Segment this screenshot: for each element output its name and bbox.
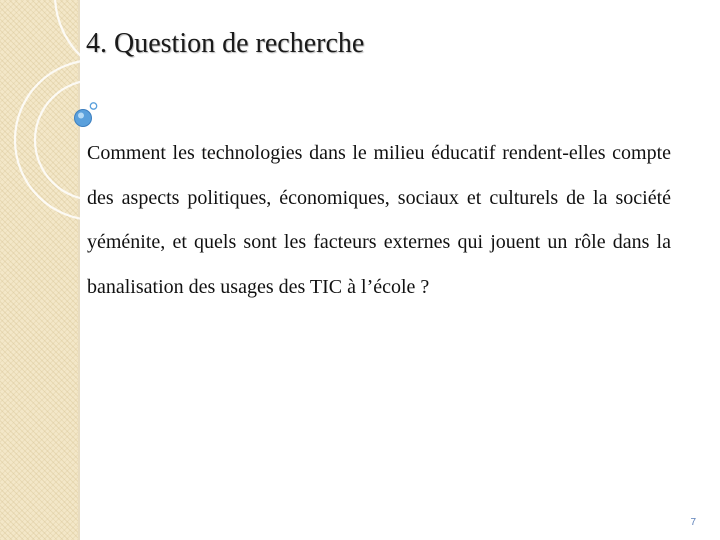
decorative-side-band [0,0,78,540]
page-number: 7 [690,517,696,528]
small-circle-bullet-icon [90,103,96,109]
research-question-text: Comment les technologies dans le milieu éducatif rendent-elles compte des aspects politiques, économiques, sociaux et culturels de la société yéménite, et quels sont les facteurs externes qui jouent un rôle dans la banalisation des usages des TIC à l’école ? [87,142,671,299]
side-band-divider [78,0,80,540]
slide-title: 4. Question de recherche [86,28,365,59]
